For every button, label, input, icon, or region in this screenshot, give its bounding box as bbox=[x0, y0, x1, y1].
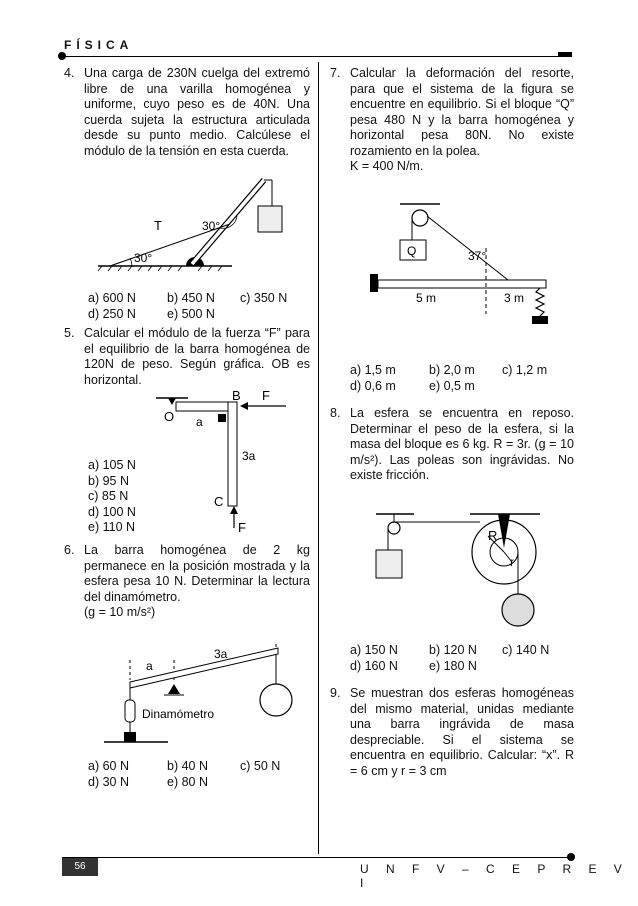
option[interactable]: c) 85 N bbox=[88, 489, 129, 503]
question-number: 9. bbox=[330, 686, 341, 700]
option[interactable]: c) 50 N bbox=[240, 759, 281, 773]
length-3m-label: 3 m bbox=[504, 291, 525, 305]
option[interactable]: b) 450 N bbox=[167, 291, 215, 305]
page-number: 56 bbox=[62, 858, 98, 876]
question-text: Calcular la deformación del resorte, para que el sistema de la figura se encuentre en equilibrio. Si el bloque “Q” pesa 480 N y la barra homogénea y horizontal pesa 80N. No existe rozamiento en la polea. bbox=[350, 66, 574, 158]
footer-dot bbox=[567, 853, 575, 861]
dynamometer-icon bbox=[125, 700, 135, 722]
dynamometer-label: Dinamómetro bbox=[142, 707, 215, 721]
question-8 bbox=[330, 406, 574, 484]
length-3a-label: 3a bbox=[214, 647, 228, 661]
block-q-label: Q bbox=[407, 244, 417, 258]
question-number: 7. bbox=[330, 66, 341, 80]
option[interactable]: d) 0,6 m bbox=[350, 378, 396, 393]
point-o-label: O bbox=[164, 409, 175, 424]
figure-q7 bbox=[360, 196, 570, 328]
option[interactable]: c) 350 N bbox=[240, 291, 288, 305]
column-divider bbox=[318, 62, 319, 854]
pulley-icon bbox=[412, 210, 428, 226]
option[interactable]: d) 160 N bbox=[350, 658, 398, 673]
question-number: 4. bbox=[64, 66, 75, 80]
question-number: 8. bbox=[330, 406, 341, 420]
figure-q6 bbox=[98, 640, 308, 752]
footer-institution: U N F V – C E P R E V I bbox=[360, 862, 629, 890]
option[interactable]: b) 95 N bbox=[88, 473, 129, 488]
option[interactable]: e) 180 N bbox=[429, 658, 477, 673]
spring-icon bbox=[536, 288, 544, 316]
angle-label: 37° bbox=[468, 249, 487, 263]
question-text: Calcular el módulo de la fuerza “F” para el equilibrio de la barra homogénea de 120N de peso. Según gráfica. OB es horizontal. bbox=[84, 326, 310, 387]
subject-header: FÍSICA bbox=[64, 38, 134, 52]
length-5m-label: 5 m bbox=[416, 291, 437, 305]
option[interactable]: a) 1,5 m bbox=[350, 363, 396, 377]
option[interactable]: d) 100 N bbox=[88, 504, 136, 519]
question-4 bbox=[64, 66, 310, 159]
angle-label: 30° bbox=[202, 219, 221, 233]
force-f-label: F bbox=[262, 388, 270, 403]
question-text: La barra homogénea de 2 kg permanece en la posición mostrada y la esfera pesa 10 N. Determinar la lectura del dinamómetro. bbox=[84, 543, 310, 604]
option[interactable]: d) 250 N bbox=[88, 306, 136, 321]
question-5 bbox=[64, 326, 310, 388]
option[interactable]: a) 150 N bbox=[350, 643, 398, 657]
option[interactable]: a) 105 N bbox=[88, 458, 136, 472]
question-text: La esfera se encuentra en reposo. Determinar el peso de la esfera, si la masa del bloque es 6 kg. R = 3r. (g = 10 m/s²). Las poleas son ingrávidas. No existe fricción. bbox=[350, 406, 574, 482]
header-rule bbox=[62, 56, 572, 57]
option[interactable]: e) 500 N bbox=[167, 306, 215, 321]
sphere-icon bbox=[260, 684, 292, 716]
header-bar bbox=[558, 52, 572, 56]
option[interactable]: b) 40 N bbox=[167, 759, 208, 773]
option[interactable]: b) 120 N bbox=[429, 643, 477, 657]
question-text: Se muestran dos esferas homogéneas del mismo material, unidas mediante una barra ingrávida de masa despreciable. Si el sistema se encuentra en equilibrio. Calcular: “x”. R = 6 cm y r = 3 cm bbox=[350, 686, 574, 778]
question-7 bbox=[330, 66, 574, 175]
radius-small-label: r bbox=[510, 555, 514, 569]
option[interactable]: a) 600 N bbox=[88, 291, 136, 305]
point-c-label: C bbox=[214, 494, 224, 509]
option[interactable]: d) 30 N bbox=[88, 774, 129, 789]
radius-r-label: R bbox=[488, 528, 498, 543]
spring-constant: K = 400 N/m. bbox=[350, 159, 424, 173]
length-a-label: a bbox=[196, 415, 203, 429]
option[interactable]: e) 0,5 m bbox=[429, 378, 475, 393]
question-number: 5. bbox=[64, 326, 75, 340]
option[interactable]: e) 110 N bbox=[88, 520, 136, 534]
option[interactable]: e) 80 N bbox=[167, 774, 208, 789]
length-a-label: a bbox=[146, 659, 153, 673]
question-9 bbox=[330, 686, 574, 779]
pulley-icon bbox=[388, 522, 400, 534]
figure-q8 bbox=[370, 508, 570, 634]
angle-label: 30° bbox=[134, 251, 153, 265]
tension-label: T bbox=[154, 218, 162, 233]
gravity-note: (g = 10 m/s²) bbox=[84, 605, 156, 619]
question-text: Una carga de 230N cuelga del extremó libre de una varilla homogénea y uniforme, cuyo peso es de 40N. Una cuerda sujeta la estructura articulada desde su punto medio. Calcúlese el módulo de la tensión en esta cuerda. bbox=[84, 66, 310, 158]
question-number: 6. bbox=[64, 543, 75, 557]
option[interactable]: c) 1,2 m bbox=[502, 363, 548, 377]
length-3a-label: 3a bbox=[242, 449, 256, 463]
option[interactable]: b) 2,0 m bbox=[429, 363, 475, 377]
sphere-icon bbox=[502, 594, 534, 626]
block-icon bbox=[376, 550, 402, 578]
question-6 bbox=[64, 543, 310, 621]
footer-rule bbox=[62, 857, 572, 858]
figure-q4 bbox=[92, 172, 292, 276]
option[interactable]: a) 60 N bbox=[88, 759, 129, 773]
figure-q5 bbox=[148, 388, 316, 536]
force-f-label: F bbox=[238, 520, 246, 535]
option[interactable]: c) 140 N bbox=[502, 643, 550, 657]
load-block-icon bbox=[258, 206, 282, 232]
point-b-label: B bbox=[232, 388, 241, 403]
